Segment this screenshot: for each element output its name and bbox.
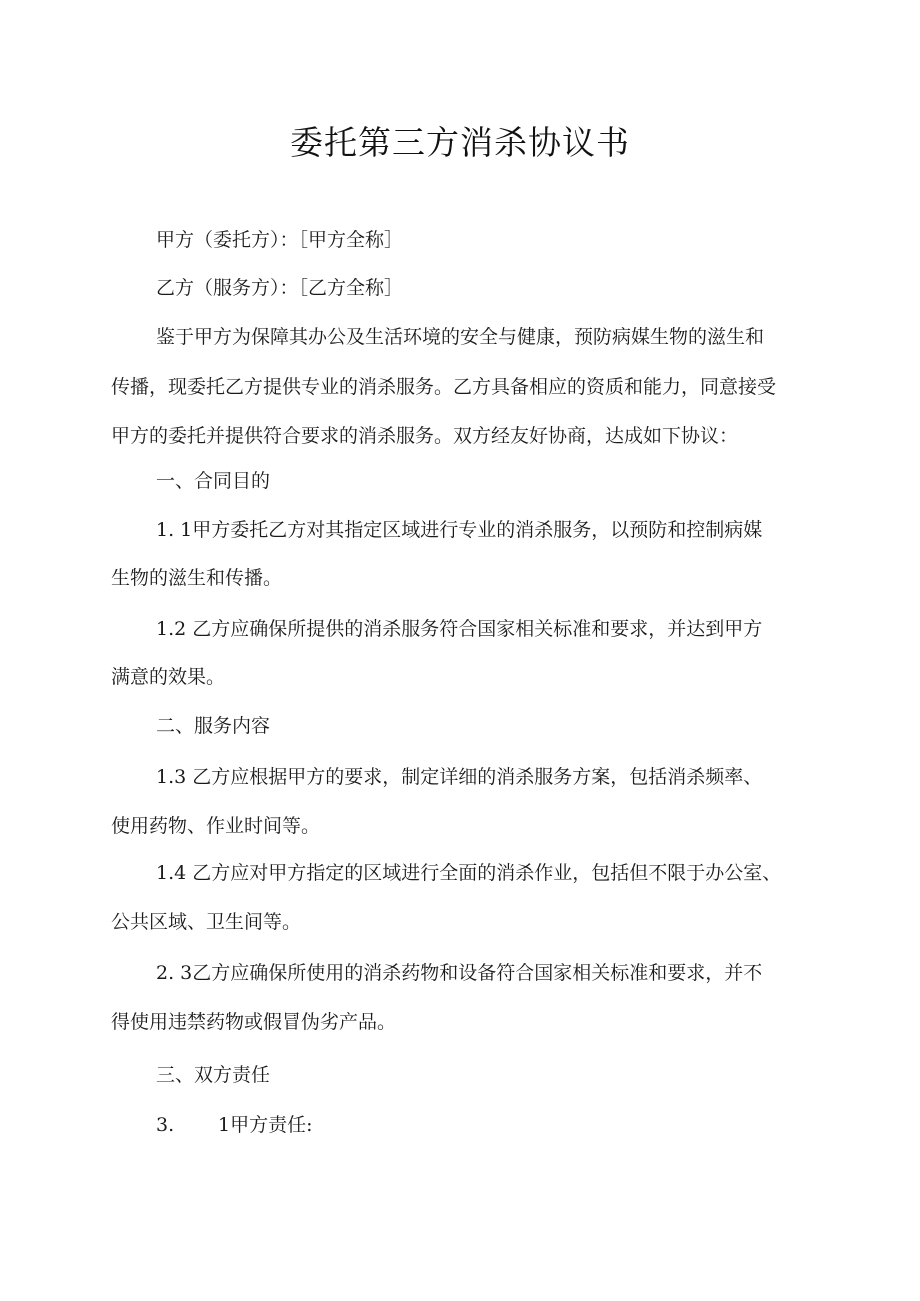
party-b-line: 乙方（服务方）：［乙方全称］ [156, 277, 404, 299]
clause-1-3-line-2: 使用药物、作业时间等。 [111, 815, 321, 837]
clause-1-4-line-1: 1.4 乙方应对甲方指定的区域进行全面的消杀作业，包括但不限于办公室、 [156, 862, 782, 884]
clause-1-1-line-2: 生物的滋生和传播。 [111, 567, 283, 589]
clause-2-3-line-1: 2. 3乙方应确保所使用的消杀药物和设备符合国家相关标准和要求，并不 [156, 962, 763, 984]
clause-1-4-line-2: 公共区域、卫生间等。 [111, 911, 302, 933]
clause-1-2-line-1: 1.2 乙方应确保所提供的消杀服务符合国家相关标准和要求，并达到甲方 [156, 618, 763, 640]
section-2-heading: 二、服务内容 [156, 715, 271, 737]
preamble-line-2: 传播，现委托乙方提供专业的消杀服务。乙方具备相应的资质和能力，同意接受 [111, 376, 777, 398]
section-1-heading: 一、合同目的 [156, 470, 271, 492]
document-title: 委托第三方消杀协议书 [290, 123, 630, 162]
preamble-line-1: 鉴于甲方为保障其办公及生活环境的安全与健康，预防病媒生物的滋生和 [156, 326, 765, 348]
clause-1-2-line-2: 满意的效果。 [111, 666, 226, 688]
section-3-heading: 三、双方责任 [156, 1064, 271, 1086]
preamble-line-3: 甲方的委托并提供符合要求的消杀服务。双方经友好协商，达成如下协议： [111, 425, 739, 447]
clause-2-3-line-2: 得使用违禁药物或假冒伪劣产品。 [111, 1011, 397, 1033]
clause-1-3-line-1: 1.3 乙方应根据甲方的要求，制定详细的消杀服务方案，包括消杀频率、 [156, 766, 763, 788]
clause-3-1-line [156, 1110, 856, 1140]
clause-3-1-number: 3. [156, 1114, 175, 1136]
party-a-line: 甲方（委托方）：［甲方全称］ [156, 229, 404, 251]
clause-3-1-text: 1甲方责任: [218, 1114, 313, 1136]
clause-1-1-line-1: 1. 1甲方委托乙方对其指定区域进行专业的消杀服务，以预防和控制病媒 [156, 519, 763, 541]
